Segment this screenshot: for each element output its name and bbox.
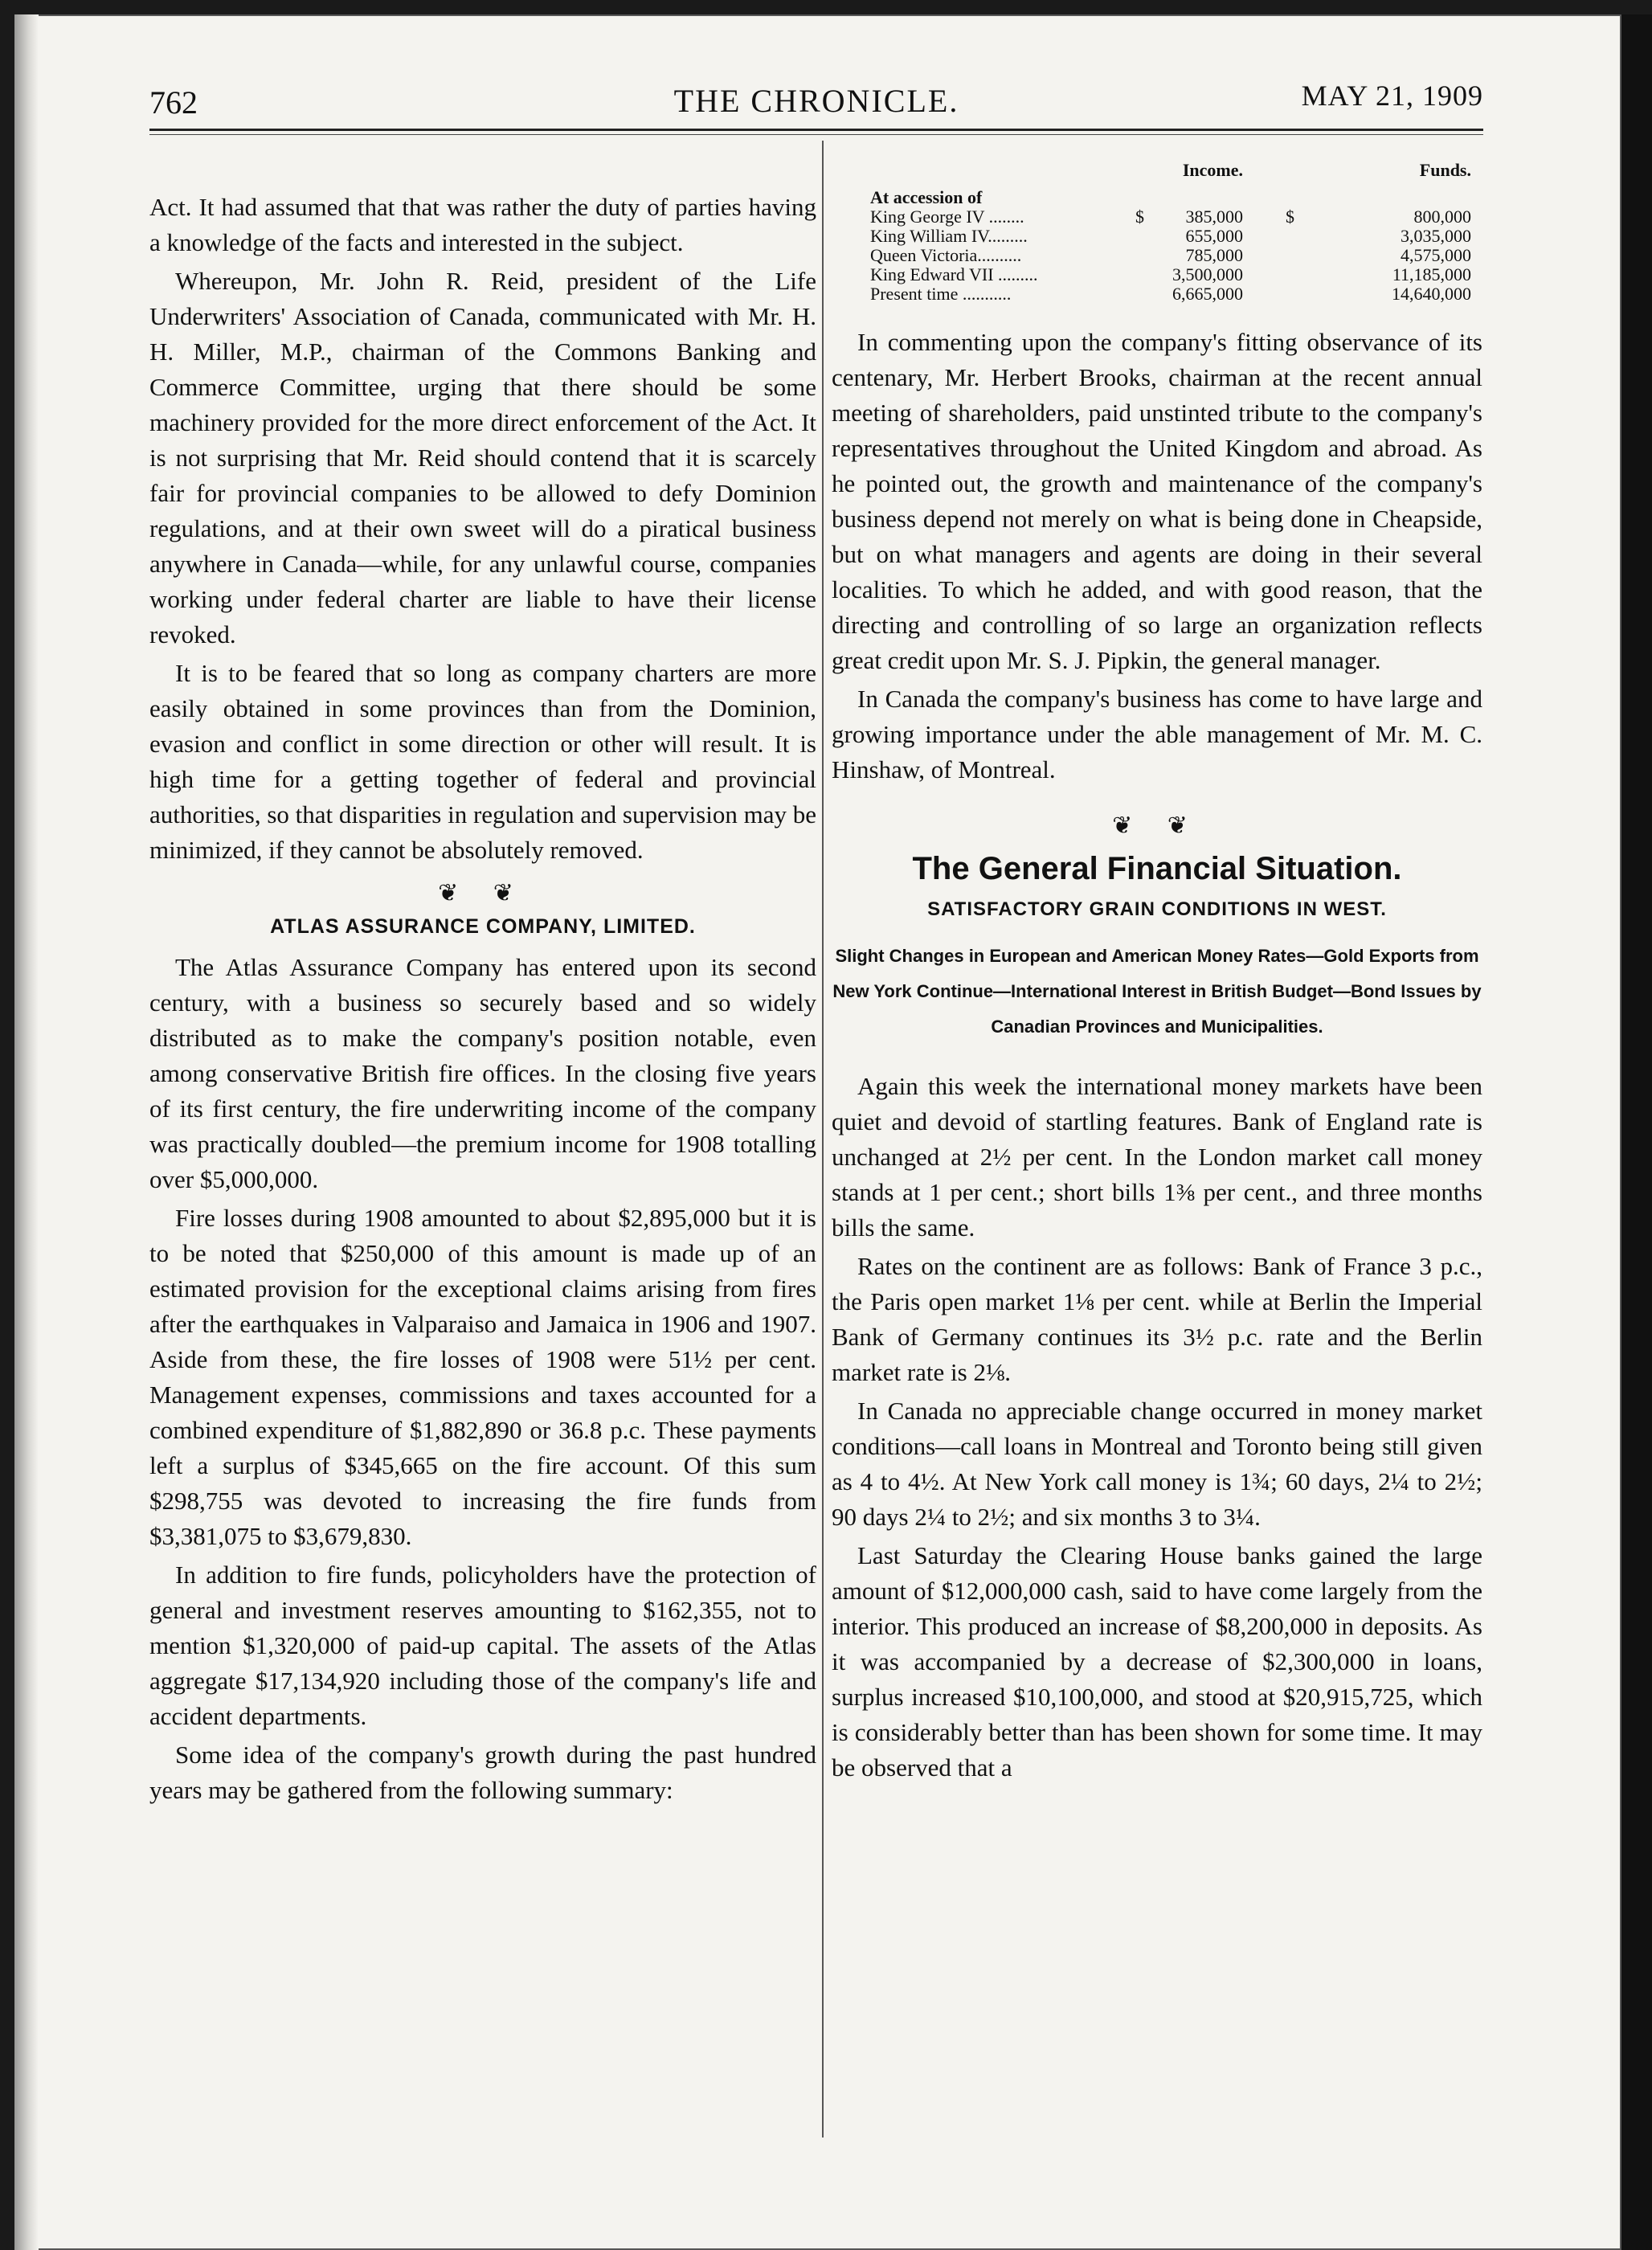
article-paragraph: Last Saturday the Clearing House banks gained the large amount of $12,000,000 cash, said to have come largely from the interior. This produced an increase of $8,200,000 in deposits. As it was accompanied by a decrease of $2,300,000 in loans, surplus increased $10,100,000, and stood at $20,915,725, which is considerably better than has been shown for some time. It may be observed that a	[832, 1541, 1482, 1782]
article-subheading: SATISFACTORY GRAIN CONDITIONS IN WEST.	[927, 898, 1387, 920]
left-column	[149, 190, 816, 1811]
header-rule-thick	[149, 129, 1483, 131]
page-number: 762	[149, 84, 198, 121]
article-headline: The General Financial Situation.	[912, 851, 1402, 886]
article-paragraph: In addition to fire funds, policyholders have the protection of general and investment reserves amounting to $162,355, not to mention $1,320,000 of paid-up capital. The assets of the Atlas aggregate $17,134,920 including those of the company's life and accident departments.	[149, 1561, 816, 1730]
column-header-income: Income.	[1182, 160, 1243, 180]
table-row: Present time ........... 6,665,000 14,640,000	[870, 284, 1471, 304]
table-row: King George IV ........ $ 385,000 $ 800,000	[870, 207, 1471, 227]
article-paragraph: It is to be feared that so long as company charters are more easily obtained in some provinces than from the Dominion, evasion and conflict in some direction or other will result. It is high time for a getting together of federal and provincial authorities, so that disparities in regulation and supervision may be minimized, if they cannot be absolutely removed.	[149, 659, 816, 864]
header-rule-thin	[149, 134, 1483, 135]
section-ornament: ❦ ❦	[1112, 812, 1202, 839]
article-paragraph: In commenting upon the company's fitting observance of its centenary, Mr. Herbert Brooks, chairman at the recent annual meeting of shareholders, paid unstinted tribute to the company's representatives throughout the United Kingdom and abroad. As he pointed out, the growth and maintenance of the company's business depend not merely on what is being done in Cheapside, but on what managers and agents are doing in their several localities. To which he added, and with good reason, that the directing and controlling of so large an organization reflects great credit upon Mr. S. J. Pipkin, the general manager.	[832, 328, 1482, 674]
table-subheading: At accession of	[870, 187, 983, 207]
section-ornament: ❦ ❦	[438, 880, 528, 906]
article-paragraph: Again this week the international money markets have been quiet and devoid of startling features. Bank of England rate is unchanged at 2½ per cent. In the London market call money stands at 1 per cent.; short bills 1⅜ per cent., and three months bills the same.	[832, 1072, 1482, 1242]
article-paragraph: Whereupon, Mr. John R. Reid, president of the Life Underwriters' Association of Canada, communicated with Mr. H. H. Miller, M.P., chairman of the Commons Banking and Commerce Committee, urging that there should be some machinery provided for the more direct enforcement of the Act. It is not surprising that Mr. Reid should contend that it is scarcely fair for provincial companies to be allowed to defy Dominion regulations, and at their own sweet will do a piratical business anywhere in Canada—while, for any unlawful course, companies working under federal charter are liable to have their license revoked.	[149, 267, 816, 648]
publication-title: THE CHRONICLE.	[673, 83, 959, 119]
page-edge	[1621, 14, 1652, 2250]
column-divider	[822, 141, 824, 2138]
page-header	[149, 77, 1483, 125]
article-paragraph: Some idea of the company's growth during the past hundred years may be gathered from the following summary:	[149, 1741, 816, 1804]
section-heading-atlas: ATLAS ASSURANCE COMPANY, LIMITED.	[270, 915, 696, 938]
table-row: King William IV......... 655,000 3,035,000	[870, 226, 1471, 246]
article-paragraph: Act. It had assumed that that was rather the duty of parties having a knowledge of the facts and interested in the subject.	[149, 193, 816, 256]
table-row: Queen Victoria.......... 785,000 4,575,000	[870, 245, 1471, 265]
table-row: King Edward VII ......... 3,500,000 11,185,000	[870, 264, 1471, 284]
article-deck: Slight Changes in European and American Money Rates—Gold Exports from New York Continue—International Interest in British Budget—Bond Issues by Canadian Provinces and Municipalities.	[832, 946, 1482, 1037]
article-paragraph: In Canada the company's business has come to have large and growing importance under the able management of Mr. M. C. Hinshaw, of Montreal.	[832, 685, 1482, 783]
page-binding-shadow	[14, 14, 39, 2250]
growth-summary-table	[870, 161, 1471, 304]
article-paragraph: Fire losses during 1908 amounted to about $2,895,000 but it is to be noted that $250,000 of this amount is made up of an estimated provision for the exceptional claims arising from fires after the earthquakes in Valparaiso and Jamaica in 1906 and 1907. Aside from these, the fire losses of 1908 were 51½ per cent. Management expenses, commissions and taxes accounted for a combined expenditure of $1,882,890 or 36.8 p.c. These payments left a surplus of $345,665 on the fire account. Of this sum $298,755 was devoted to increasing the fire funds from $3,381,075 to $3,679,830.	[149, 1204, 816, 1550]
issue-date: MAY 21, 1909	[1301, 80, 1483, 112]
right-column	[832, 161, 1482, 1789]
article-paragraph: In Canada no appreciable change occurred in money market conditions—call loans in Montreal and Toronto being still given as 4 to 4½. At New York call money is 1¾; 60 days, 2¼ to 2½; 90 days 2¼ to 2½; and six months 3 to 3¼.	[832, 1397, 1482, 1531]
article-paragraph: The Atlas Assurance Company has entered upon its second century, with a business so securely based and so widely distributed as to make the company's position notable, even among conservative British fire offices. In the closing five years of its first century, the fire underwriting income of the company was practically doubled—the premium income for 1908 totalling over $5,000,000.	[149, 953, 816, 1193]
column-header-funds: Funds.	[1419, 160, 1471, 180]
article-paragraph: Rates on the continent are as follows: Bank of France 3 p.c., the Paris open market 1⅛ per cent. while at Berlin the Imperial Bank of Germany continues its 3½ p.c. rate and the Berlin market rate is 2⅛.	[832, 1252, 1482, 1386]
